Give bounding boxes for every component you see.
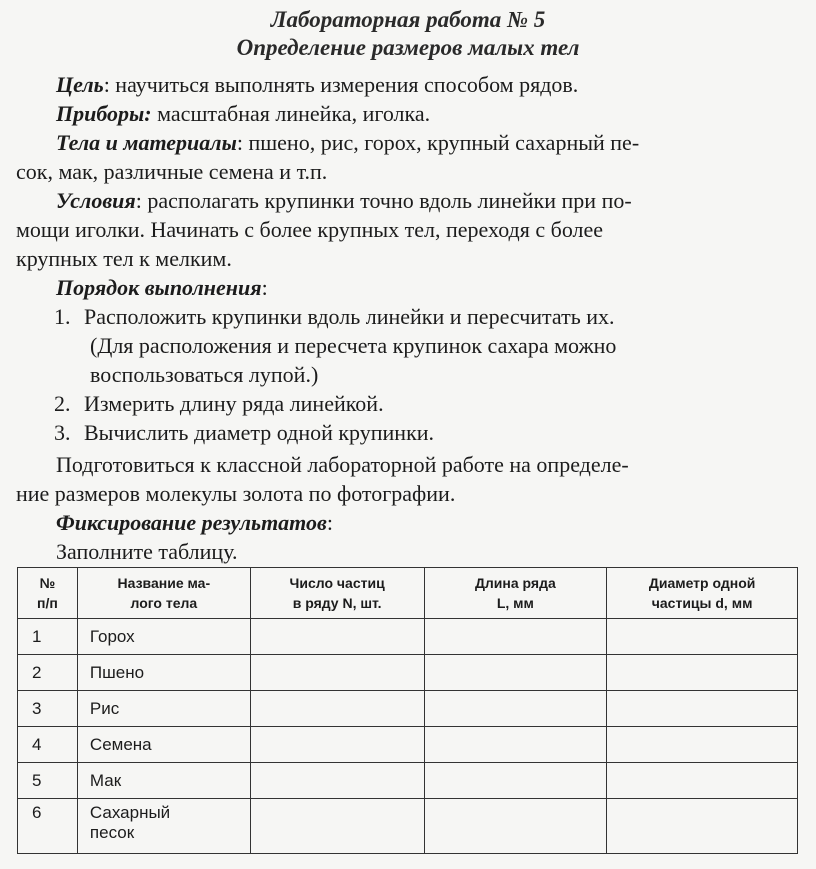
- results-heading: Фиксирование результатов:: [56, 510, 333, 535]
- row-number: 5: [18, 763, 78, 799]
- page-title: Лабораторная работа № 5: [270, 7, 546, 32]
- devices-text: масштабная линейка, иголка.: [151, 101, 431, 126]
- length-cell[interactable]: [424, 655, 607, 691]
- length-cell[interactable]: [424, 619, 607, 655]
- count-cell[interactable]: [250, 691, 424, 727]
- devices-line: [16, 99, 794, 128]
- diameter-cell[interactable]: [607, 691, 798, 727]
- item-number: 2.: [54, 391, 71, 416]
- diameter-cell[interactable]: [607, 799, 798, 854]
- diameter-cell[interactable]: [607, 619, 798, 655]
- count-cell[interactable]: [250, 619, 424, 655]
- length-cell[interactable]: [424, 691, 607, 727]
- goal-line: [16, 70, 794, 99]
- results-instruction: Заполните таблицу.: [56, 539, 238, 564]
- table-header-row: [18, 568, 798, 619]
- materials-label: Тела и материалы: [56, 130, 237, 155]
- row-number: 6: [18, 799, 78, 854]
- count-cell[interactable]: [250, 655, 424, 691]
- results-table: [17, 567, 798, 854]
- table-row: [18, 763, 798, 799]
- row-number: 1: [18, 619, 78, 655]
- column-header-length: Длина ряда L, мм: [424, 568, 607, 619]
- diameter-cell[interactable]: [607, 727, 798, 763]
- prepare-line-1: Подготовиться к классной лабораторной работе на определе-: [56, 452, 629, 477]
- conditions-line-2: мощи иголки. Начинать с более крупных тел, переходя с более: [16, 217, 604, 242]
- column-header-name: Название ма- лого тела: [77, 568, 250, 619]
- row-number: 4: [18, 727, 78, 763]
- goal-label: Цель: [56, 72, 104, 97]
- procedure-item-note-1: (Для расположения и пересчета крупинок сахара можно: [90, 333, 617, 358]
- diameter-cell[interactable]: [607, 763, 798, 799]
- procedure-item-note-2: воспользоваться лупой.): [90, 362, 319, 387]
- procedure-item: [54, 302, 794, 331]
- procedure-item: [54, 418, 794, 447]
- item-text: Вычислить диаметр одной крупинки.: [84, 420, 435, 445]
- table-row: [18, 727, 798, 763]
- procedure-item: [54, 389, 794, 418]
- length-cell[interactable]: [424, 763, 607, 799]
- item-text: Расположить крупинки вдоль линейки и пересчитать их.: [84, 304, 615, 329]
- length-cell[interactable]: [424, 799, 607, 854]
- conditions-line-3: крупных тел к мелким.: [16, 246, 232, 271]
- materials-line-2: сок, мак, различные семена и т.п.: [16, 159, 328, 184]
- column-header-count: Число частиц в ряду N, шт.: [250, 568, 424, 619]
- row-body-name: Мак: [77, 763, 250, 799]
- row-body-name: Горох: [77, 619, 250, 655]
- goal-text: : научиться выполнять измерения способом рядов.: [103, 72, 579, 97]
- procedure-label: Порядок выполнения: [56, 275, 262, 300]
- page-subtitle: Определение размеров малых тел: [236, 35, 580, 60]
- row-body-name: Семена: [77, 727, 250, 763]
- table-row: [18, 619, 798, 655]
- item-number: 1.: [54, 304, 71, 329]
- length-cell[interactable]: [424, 727, 607, 763]
- row-body-name: Пшено: [77, 655, 250, 691]
- materials-text-1: : пшено, рис, горох, крупный сахарный пе-: [236, 130, 640, 155]
- row-body-name: Рис: [77, 691, 250, 727]
- item-text: Измерить длину ряда линейкой.: [84, 391, 384, 416]
- count-cell[interactable]: [250, 799, 424, 854]
- devices-label: Приборы:: [56, 101, 152, 126]
- table-row: [18, 691, 798, 727]
- materials-line-1: [16, 128, 794, 157]
- diameter-cell[interactable]: [607, 655, 798, 691]
- column-header-number: № п/п: [18, 568, 78, 619]
- count-cell[interactable]: [250, 763, 424, 799]
- row-number: 3: [18, 691, 78, 727]
- row-number: 2: [18, 655, 78, 691]
- table-row: [18, 655, 798, 691]
- procedure-heading: Порядок выполнения:: [56, 275, 268, 300]
- prepare-line-2: ние размеров молекулы золота по фотографии.: [16, 481, 456, 506]
- column-header-diameter: Диаметр одной частицы d, мм: [607, 568, 798, 619]
- conditions-label: Условия: [56, 188, 136, 213]
- conditions-line-1: [16, 186, 794, 215]
- row-body-name: Сахарный песок: [77, 799, 250, 854]
- results-label: Фиксирование результатов: [56, 510, 327, 535]
- count-cell[interactable]: [250, 727, 424, 763]
- table-row: [18, 799, 798, 854]
- item-number: 3.: [54, 420, 71, 445]
- conditions-text-1: : располагать крупинки точно вдоль линейки при по-: [135, 188, 632, 213]
